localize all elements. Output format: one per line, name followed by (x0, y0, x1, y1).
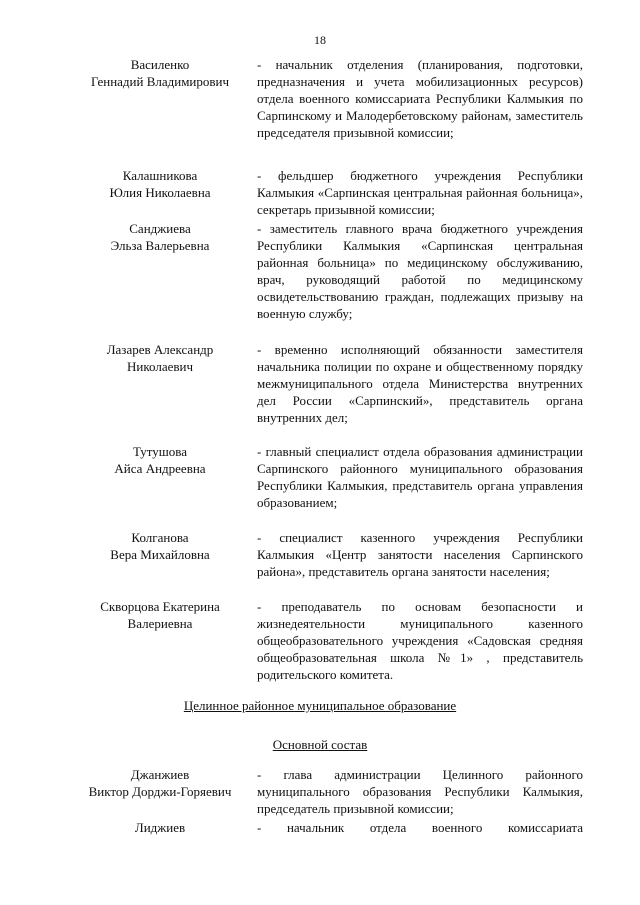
member-name-line: Лиджиев (134, 820, 186, 835)
member-description: - временно исполняющий обязанности заместителя начальника полиции по охране и общественному порядку межмуниципального отдела Министерства внутренних дел России «Сарпинский», представитель органа внутренних дел; (257, 342, 583, 425)
member-description: - специалист казенного учреждения Республики Калмыкия «Центр занятости населения Сарпинского района», представитель органа занятости населения; (257, 530, 583, 579)
member-entry (0, 443, 640, 529)
member-name-line: Тутушова (132, 444, 188, 459)
member-name (77, 529, 243, 563)
member-entry (0, 341, 640, 443)
member-name (77, 819, 243, 836)
member-description: - начальник отдела военного комиссариата (257, 820, 583, 835)
member-description: - начальник отделения (планирования, подготовки, предназначения и учета мобилизационных ресурсов) отдела военного комиссариата Республики Калмыкия по Сарпинскому и Малодербетовскому районам, заместитель председателя призывной комиссии; (257, 57, 583, 140)
member-entry (0, 56, 640, 167)
member-description: - главный специалист отдела образования администрации Сарпинского районного муниципального образования Республики Калмыкия, представитель органа управления образованием; (257, 444, 583, 510)
member-description: - фельдшер бюджетного учреждения Республики Калмыкия «Сарпинская центральная районная больница», секретарь призывной комиссии; (257, 168, 583, 217)
member-name-line: Калашникова (122, 168, 198, 183)
members-list (0, 56, 640, 688)
member-name (77, 56, 243, 90)
member-name-line: Джанжиев (130, 767, 190, 782)
member-name-line: Юлия Николаевна (109, 185, 211, 200)
section-heading: Целинное районное муниципальное образование (183, 698, 457, 713)
member-name-line: Николаевич (127, 359, 193, 374)
member-name-line: Санджиева (129, 221, 191, 236)
member-name (77, 341, 243, 375)
member-description: - глава администрации Целинного районного муниципального образования Республики Калмыкия, председатель призывной комиссии; (257, 767, 583, 816)
members-list (0, 766, 640, 839)
member-entry (0, 766, 640, 819)
member-name-line: Вера Михайловна (110, 547, 210, 562)
member-entry (0, 220, 640, 341)
page-number: 18 (314, 33, 326, 47)
member-name (77, 443, 243, 477)
member-description: - преподаватель по основам безопасности и жизнедеятельности муниципального казенного общеобразовательного учреждения «Садовская средняя общеобразовательная школа №1» , представитель родительского комитета. (257, 599, 583, 682)
member-entry (0, 598, 640, 688)
member-name (77, 220, 243, 254)
member-name-line: Колганова (131, 530, 189, 545)
section-subheading: Основной состав (272, 737, 368, 752)
member-name-line: Виктор Дорджи-Горяевич (88, 784, 232, 799)
member-name (77, 598, 243, 632)
member-description: - заместитель главного врача бюджетного учреждения Республики Калмыкия «Сарпинская центральная районная больница» по медицинскому обслуживанию, врач, руководящий работой по медицинскому освидетельствованию граждан, подлежащих призыву на военную службу; (257, 221, 583, 321)
member-name-line: Эльза Валерьевна (110, 238, 210, 253)
member-entry (0, 167, 640, 220)
member-name-line: Геннадий Владимирович (90, 74, 230, 89)
member-name-line: Скворцова Екатерина (100, 599, 220, 614)
member-name-line: Айса Андреевна (114, 461, 206, 476)
member-name (77, 766, 243, 800)
member-name (77, 167, 243, 201)
member-entry (0, 819, 640, 839)
member-name-line: Лазарев Александр (106, 342, 214, 357)
member-entry (0, 529, 640, 598)
member-name-line: Василенко (130, 57, 190, 72)
member-name-line: Валериевна (127, 616, 193, 631)
